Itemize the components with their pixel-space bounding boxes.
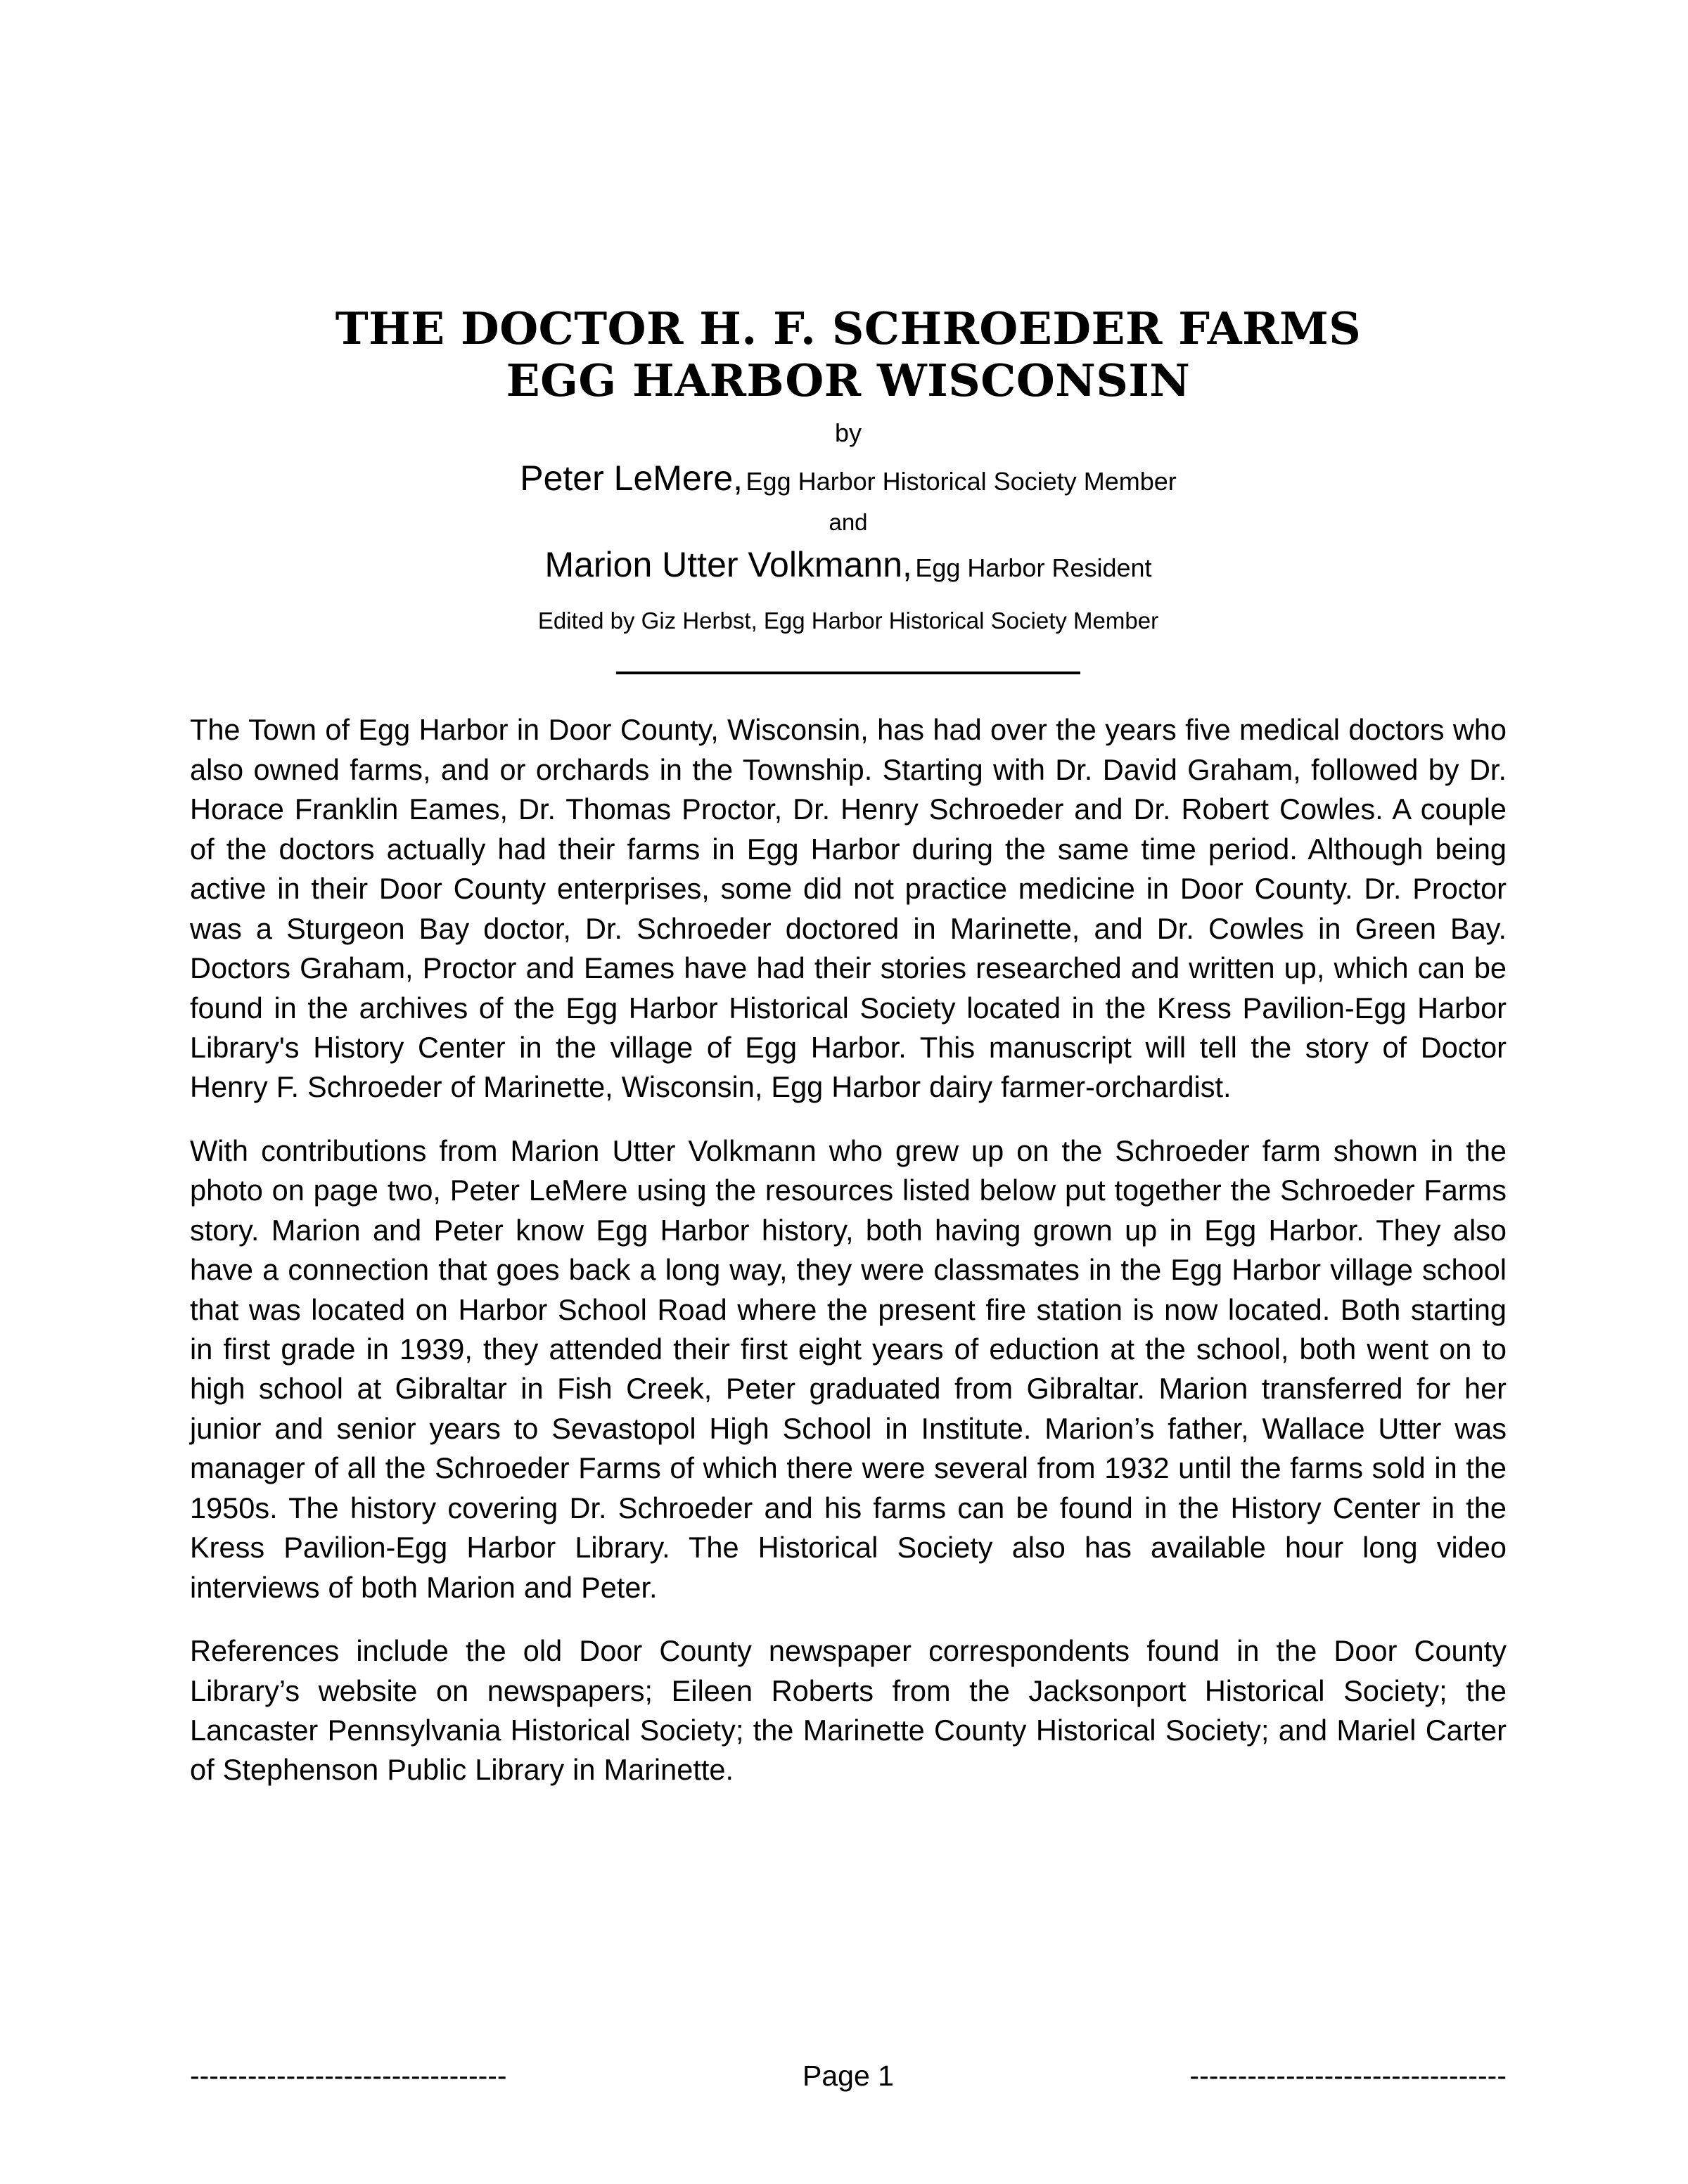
page-title	[190, 302, 1507, 407]
by-label: by	[834, 418, 862, 447]
footer-right-rule: ---------------------------------	[1189, 2060, 1507, 2092]
author-2-role: Egg Harbor Resident	[915, 553, 1152, 582]
paragraph-2: With contributions from Marion Utter Volkmann who grew up on the Schroeder farm shown in the photo on page two, Peter LeMere using the resources listed below put together the Schroeder Farms story. Marion and Peter know Egg Harbor history, both having grown up in Egg Harbor. They also have a connection that goes back a long way, they were classmates in the Egg Harbor village school that was located on Harbor School Road where the present fire station is now located. Both starting in first grade in 1939, they attended their first eight years of eduction at the school, both went on to high school at Gibraltar in Fish Creek, Peter graduated from Gibraltar. Marion transferred for her junior and senior years to Sevastopol High School in Institute. Marion’s father, Wallace Utter was manager of all the Schroeder Farms of which there were several from 1932 until the farms sold in the 1950s. The history covering Dr. Schroeder and his farms can be found in the History Center in the Kress Pavilion-Egg Harbor Library. The Historical Society also has available hour long video interviews of both Marion and Peter.	[190, 1133, 1507, 1604]
page-footer	[190, 2060, 1507, 2093]
title-line-1: THE DOCTOR H. F. SCHROEDER FARMS	[335, 302, 1362, 354]
author-line-1	[190, 456, 1507, 501]
title-line-2: EGG HARBOR WISCONSIN	[506, 354, 1191, 407]
title-block	[190, 302, 1507, 634]
paragraph-3: References include the old Door County newspaper correspondents found in the Door County Library’s website on newspapers; Eileen Roberts from the Jacksonport Historical Society; the Lancaster Pennsylvania Historical Society; the Marinette County Historical Society; and Mariel Carter of Stephenson Public Library in Marinette.	[190, 1634, 1507, 1787]
body-text	[190, 710, 1507, 1790]
horizontal-rule	[616, 672, 1080, 674]
author-2-name: Marion Utter Volkmann,	[544, 544, 912, 584]
and-label: and	[829, 508, 868, 535]
editor-line: Edited by Giz Herbst, Egg Harbor Historical Society Member	[537, 608, 1159, 634]
author-1-name: Peter LeMere,	[520, 458, 743, 499]
page-number: Page 1	[803, 2060, 894, 2092]
footer-left-rule: ---------------------------------	[190, 2060, 507, 2092]
divider-wrapper	[190, 665, 1507, 678]
paragraph-1: The Town of Egg Harbor in Door County, Wisconsin, has had over the years five medical doctors who also owned farms, and or orchards in the Township. Starting with Dr. David Graham, followed by Dr. Horace Franklin Eames, Dr. Thomas Proctor, Dr. Henry Schroeder and Dr. Robert Cowles. A couple of the doctors actually had their farms in Egg Harbor during the same time period. Although being active in their Door County enterprises, some did not practice medicine in Door County. Dr. Proctor was a Sturgeon Bay doctor, Dr. Schroeder doctored in Marinette, and Dr. Cowles in Green Bay. Doctors Graham, Proctor and Eames have had their stories researched and written up, which can be found in the archives of the Egg Harbor Historical Society located in the Kress Pavilion-Egg Harbor Library's History Center in the village of Egg Harbor. This manuscript will tell the story of Doctor Henry F. Schroeder of Marinette, Wisconsin, Egg Harbor dairy farmer-orchardist.	[190, 713, 1507, 1104]
author-1-role: Egg Harbor Historical Society Member	[746, 467, 1177, 496]
author-line-2	[190, 543, 1507, 587]
